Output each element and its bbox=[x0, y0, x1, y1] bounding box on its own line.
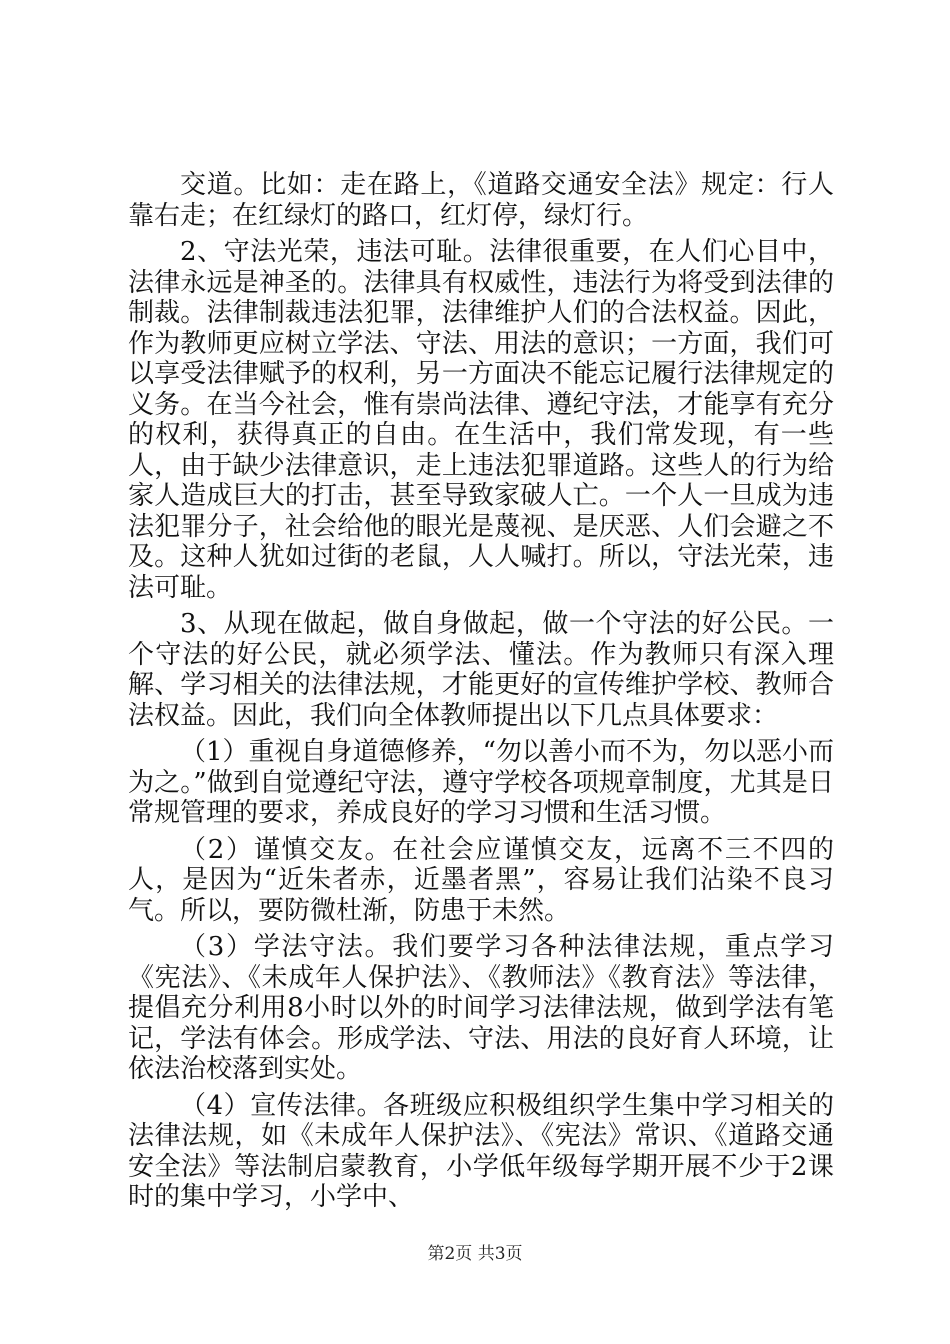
document-body bbox=[128, 170, 834, 1219]
paragraph-requirement-4: （4）宣传法律。各班级应积极组织学生集中学习相关的法律法规，如《未成年人保护法》、《宪法》常识、《道路交通安全法》等法制启蒙教育，小学低年级每学期开展不少于2课时的集中学习，小学中、 bbox=[128, 1090, 834, 1212]
paragraph-requirement-3: （3）学法守法。我们要学习各种法律法规，重点学习《宪法》、《未成年人保护法》、《教师法》《教育法》等法律，提倡充分利用8小时以外的时间学习法律法规，做到学法有笔记，学法有体会。形成学法、守法、用法的良好育人环境，让依法治校落到实处。 bbox=[128, 932, 834, 1084]
paragraph-point-2: 2、守法光荣，违法可耻。法律很重要，在人们心目中，法律永远是神圣的。法律具有权威性，违法行为将受到法律的制裁。法律制裁违法犯罪，法律维护人们的合法权益。因此，作为教师更应树立学法、守法、用法的意识；一方面，我们可以享受法律赋予的权利，另一方面决不能忘记履行法律规定的义务。在当今社会，惟有崇尚法律、遵纪守法，才能享有充分的权利，获得真正的自由。在生活中，我们常发现，有一些人，由于缺少法律意识，走上违法犯罪道路。这些人的行为给家人造成巨大的打击，甚至导致家破人亡。一个人一旦成为违法犯罪分子，社会给他的眼光是蔑视、是厌恶、人们会避之不及。这种人犹如过街的老鼠，人人喊打。所以，守法光荣，违法可耻。 bbox=[128, 237, 834, 603]
page-footer: 第2页 共3页 bbox=[427, 1244, 523, 1264]
paragraph-requirement-2: （2）谨慎交友。在社会应谨慎交友，远离不三不四的人，是因为“近朱者赤，近墨者黑”，容易让我们沾染不良习气。所以，要防微杜渐，防患于未然。 bbox=[128, 834, 834, 926]
paragraph-continuation: 交道。比如：走在路上，《道路交通安全法》规定：行人靠右走；在红绿灯的路口，红灯停，绿灯行。 bbox=[128, 170, 834, 231]
paragraph-requirement-1: （1）重视自身道德修养，“勿以善小而不为，勿以恶小而为之。”做到自觉遵纪守法，遵守学校各项规章制度，尤其是日常规管理的要求，养成良好的学习习惯和生活习惯。 bbox=[128, 737, 834, 828]
paragraph-point-3: 3、从现在做起，做自身做起，做一个守法的好公民。一个守法的好公民，就必须学法、懂法。作为教师只有深入理解、学习相关的法律法规，才能更好的宣传维护学校、教师合法权益。因此，我们向全体教师提出以下几点具体要求： bbox=[128, 609, 834, 731]
